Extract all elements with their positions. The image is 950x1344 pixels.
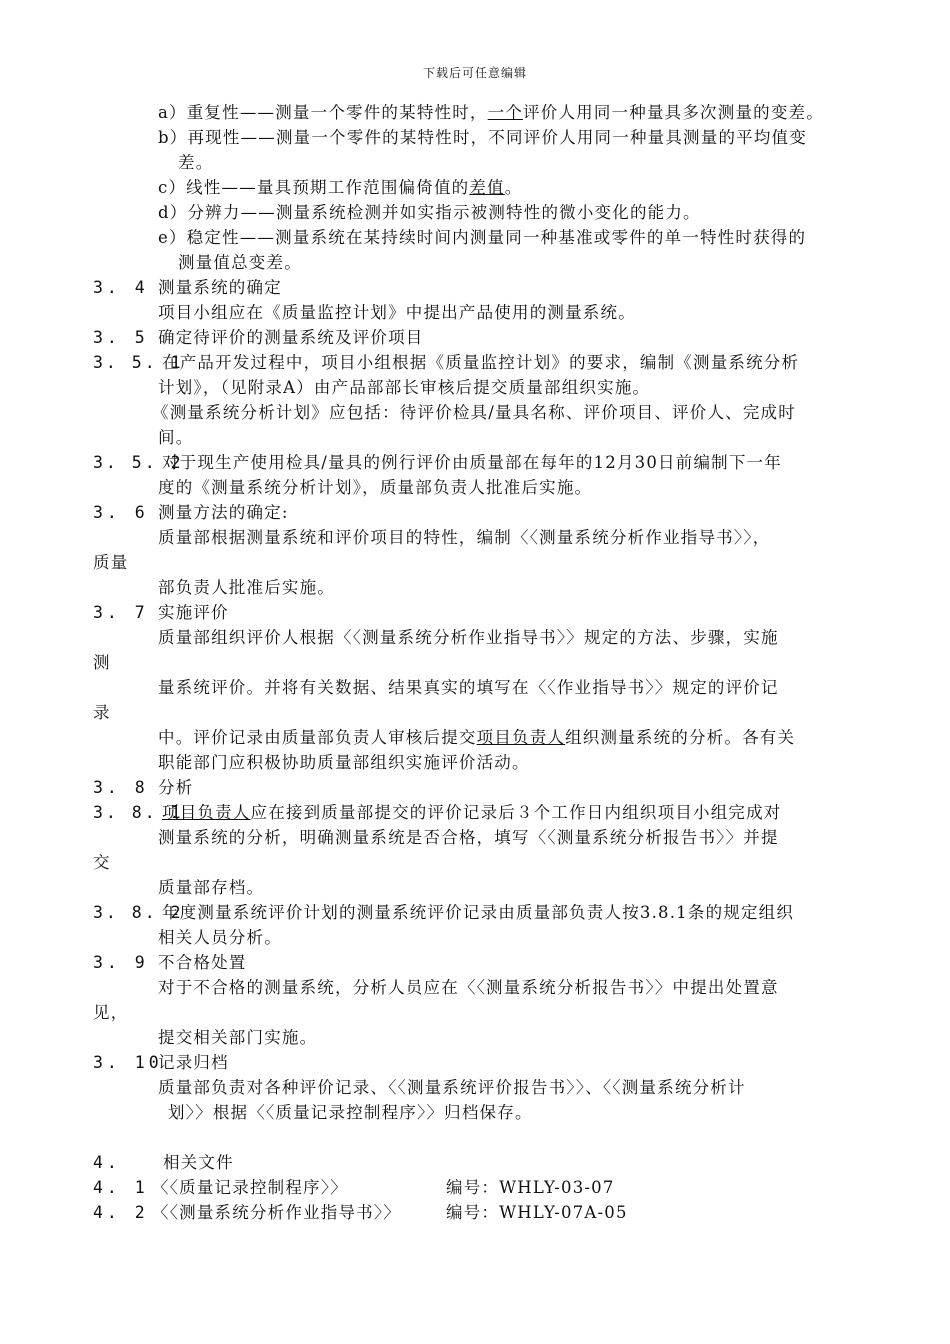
related-doc-2-code: 编号：WHLY-07A-05	[446, 1203, 628, 1222]
section-3-10-line2: 划〉〉根据〈〈质量记录控制程序〉〉归档保存。	[168, 1103, 533, 1122]
section-number-3-5-2: 3. 5. 2	[93, 453, 184, 472]
section-title-3-8: 分析	[158, 778, 194, 797]
section-3-5-1-line2: 计划》，（见附录A）由产品部部长审核后提交质量部组织实施。	[158, 378, 651, 397]
section-3-5-1-line4: 间。	[158, 428, 194, 447]
definition-a	[158, 102, 824, 124]
section-3-5-1-line3: 《测量系统分析计划》应包括：待评价检具/量具名称、评价项目、评价人、完成时	[152, 403, 796, 422]
definition-e: e）稳定性——测量系统在某持续时间内测量同一种基准或零件的单一特性时获得的	[158, 228, 807, 247]
section-title-3-6: 测量方法的确定:	[158, 503, 289, 522]
section-3-8-1-line3: 质量部存档。	[158, 878, 265, 897]
section-title-3-9: 不合格处置	[158, 953, 247, 972]
definition-c-text: c）线性——量具预期工作范围偏倚值的	[158, 178, 470, 197]
section-number-3-4: 3. 4	[93, 278, 149, 297]
section-number-3-6: 3. 6	[93, 503, 149, 522]
related-doc-2-title: 〈〈测量系统分析作业指导书〉〉	[152, 1203, 401, 1222]
project-leader-underlined: 项目负责人	[476, 728, 566, 747]
section-number-3-5-1: 3. 5. 1	[93, 353, 184, 372]
section-number-3-5: 3. 5	[93, 328, 149, 347]
related-doc-1-title: 〈〈质量记录控制程序〉〉	[152, 1178, 348, 1197]
section-title-3-7: 实施评价	[158, 603, 229, 622]
section-3-8-1-line1-text: 应在接到质量部提交的评价记录后３个工作日内组织项目小组完成对	[250, 803, 782, 822]
project-leader-underlined-2: 项目负责人	[162, 803, 251, 822]
definition-a-underlined: 一个	[487, 103, 524, 122]
section-3-8-2-line1: 年度测量系统评价计划的测量系统评价记录由质量部负责人按3.8.1条的规定组织	[162, 903, 795, 922]
section-title-3-5: 确定待评价的测量系统及评价项目	[158, 328, 424, 347]
section-3-9-wrap: 见，	[93, 1003, 129, 1022]
definition-b: b）再现性——测量一个零件的某特性时，不同评价人用同一种量具测量的平均值变	[158, 128, 807, 147]
definition-c-end: 。	[504, 178, 523, 197]
section-3-7-wrap2: 录	[93, 703, 111, 722]
section-number-4-1: 4. 1	[93, 1178, 149, 1197]
definition-e-cont: 测量值总变差。	[178, 253, 302, 272]
section-3-8-2-line2: 相关人员分析。	[158, 928, 282, 947]
section-number-3-8-2: 3. 8. 2	[93, 903, 184, 922]
section-3-6-line2: 部负责人批准后实施。	[158, 578, 335, 597]
page-header: 下载后可任意编辑	[422, 66, 527, 80]
definition-b-cont: 差。	[178, 153, 214, 172]
section-3-8-1-wrap: 交	[93, 853, 111, 872]
section-3-8-1-line1	[162, 802, 782, 824]
section-3-7-wrap1: 测	[93, 653, 111, 672]
section-body-3-4: 项目小组应在《质量监控计划》中提出产品使用的测量系统。	[158, 303, 636, 322]
section-3-6-wrap: 质量	[93, 553, 129, 572]
section-number-3-7: 3. 7	[93, 603, 149, 622]
definition-c-underlined: 差值	[469, 178, 505, 197]
definition-a-text: a）重复性——测量一个零件的某特性时，	[158, 103, 488, 122]
section-3-7-line3-b: 组织测量系统的分析。各有关	[565, 728, 796, 747]
section-3-10-line1: 质量部负责对各种评价记录、〈〈测量系统评价报告书〉〉、〈〈测量系统分析计	[158, 1078, 746, 1097]
section-3-7-line3	[158, 727, 795, 749]
definition-a-text-end: 评价人用同一种量具多次测量的变差。	[523, 103, 824, 122]
section-title-4: 相关文件	[163, 1153, 234, 1172]
section-3-9-line1: 对于不合格的测量系统，分析人员应在〈〈测量系统分析报告书〉〉中提出处置意	[158, 978, 779, 997]
section-3-9-line2: 提交相关部门实施。	[158, 1028, 318, 1047]
section-number-3-8: 3. 8	[93, 778, 149, 797]
section-3-5-1-line1: 在产品开发过程中，项目小组根据《质量监控计划》的要求，编制《测量系统分析	[162, 353, 800, 372]
section-number-4-2: 4. 2	[93, 1203, 149, 1222]
section-3-7-line3-a: 中。评价记录由质量部负责人审核后提交	[158, 728, 477, 747]
section-number-3-8-1: 3. 8. 1	[93, 803, 184, 822]
section-3-8-1-line2: 测量系统的分析，明确测量系统是否合格，填写〈〈测量系统分析报告书〉〉并提	[158, 828, 779, 847]
section-number-4: 4.	[93, 1153, 121, 1172]
definition-c	[158, 177, 522, 199]
section-3-5-2-line2: 度的《测量系统分析计划》，质量部负责人批准后实施。	[158, 478, 593, 497]
section-title-3-10: 记录归档	[158, 1053, 229, 1072]
section-number-3-9: 3. 9	[93, 953, 149, 972]
section-number-3-10: 3. 10	[93, 1053, 163, 1072]
section-3-7-line4: 职能部门应积极协助质量部组织实施评价活动。	[158, 753, 530, 772]
definition-d: d）分辨力——测量系统检测并如实指示被测特性的微小变化的能力。	[158, 203, 701, 222]
section-3-7-line1: 质量部组织评价人根据〈〈测量系统分析作业指导书〉〉规定的方法、步骤，实施	[158, 628, 779, 647]
section-title-3-4: 测量系统的确定	[158, 278, 282, 297]
section-3-7-line2: 量系统评价。并将有关数据、结果真实的填写在〈〈作业指导书〉〉规定的评价记	[158, 678, 779, 697]
section-3-6-line1: 质量部根据测量系统和评价项目的特性，编制〈〈测量系统分析作业指导书〉〉，	[158, 528, 771, 547]
section-3-5-2-line1: 对于现生产使用检具/量具的例行评价由质量部在每年的12月30日前编制下一年	[162, 453, 782, 472]
related-doc-1-code: 编号：WHLY-03-07	[446, 1178, 615, 1197]
